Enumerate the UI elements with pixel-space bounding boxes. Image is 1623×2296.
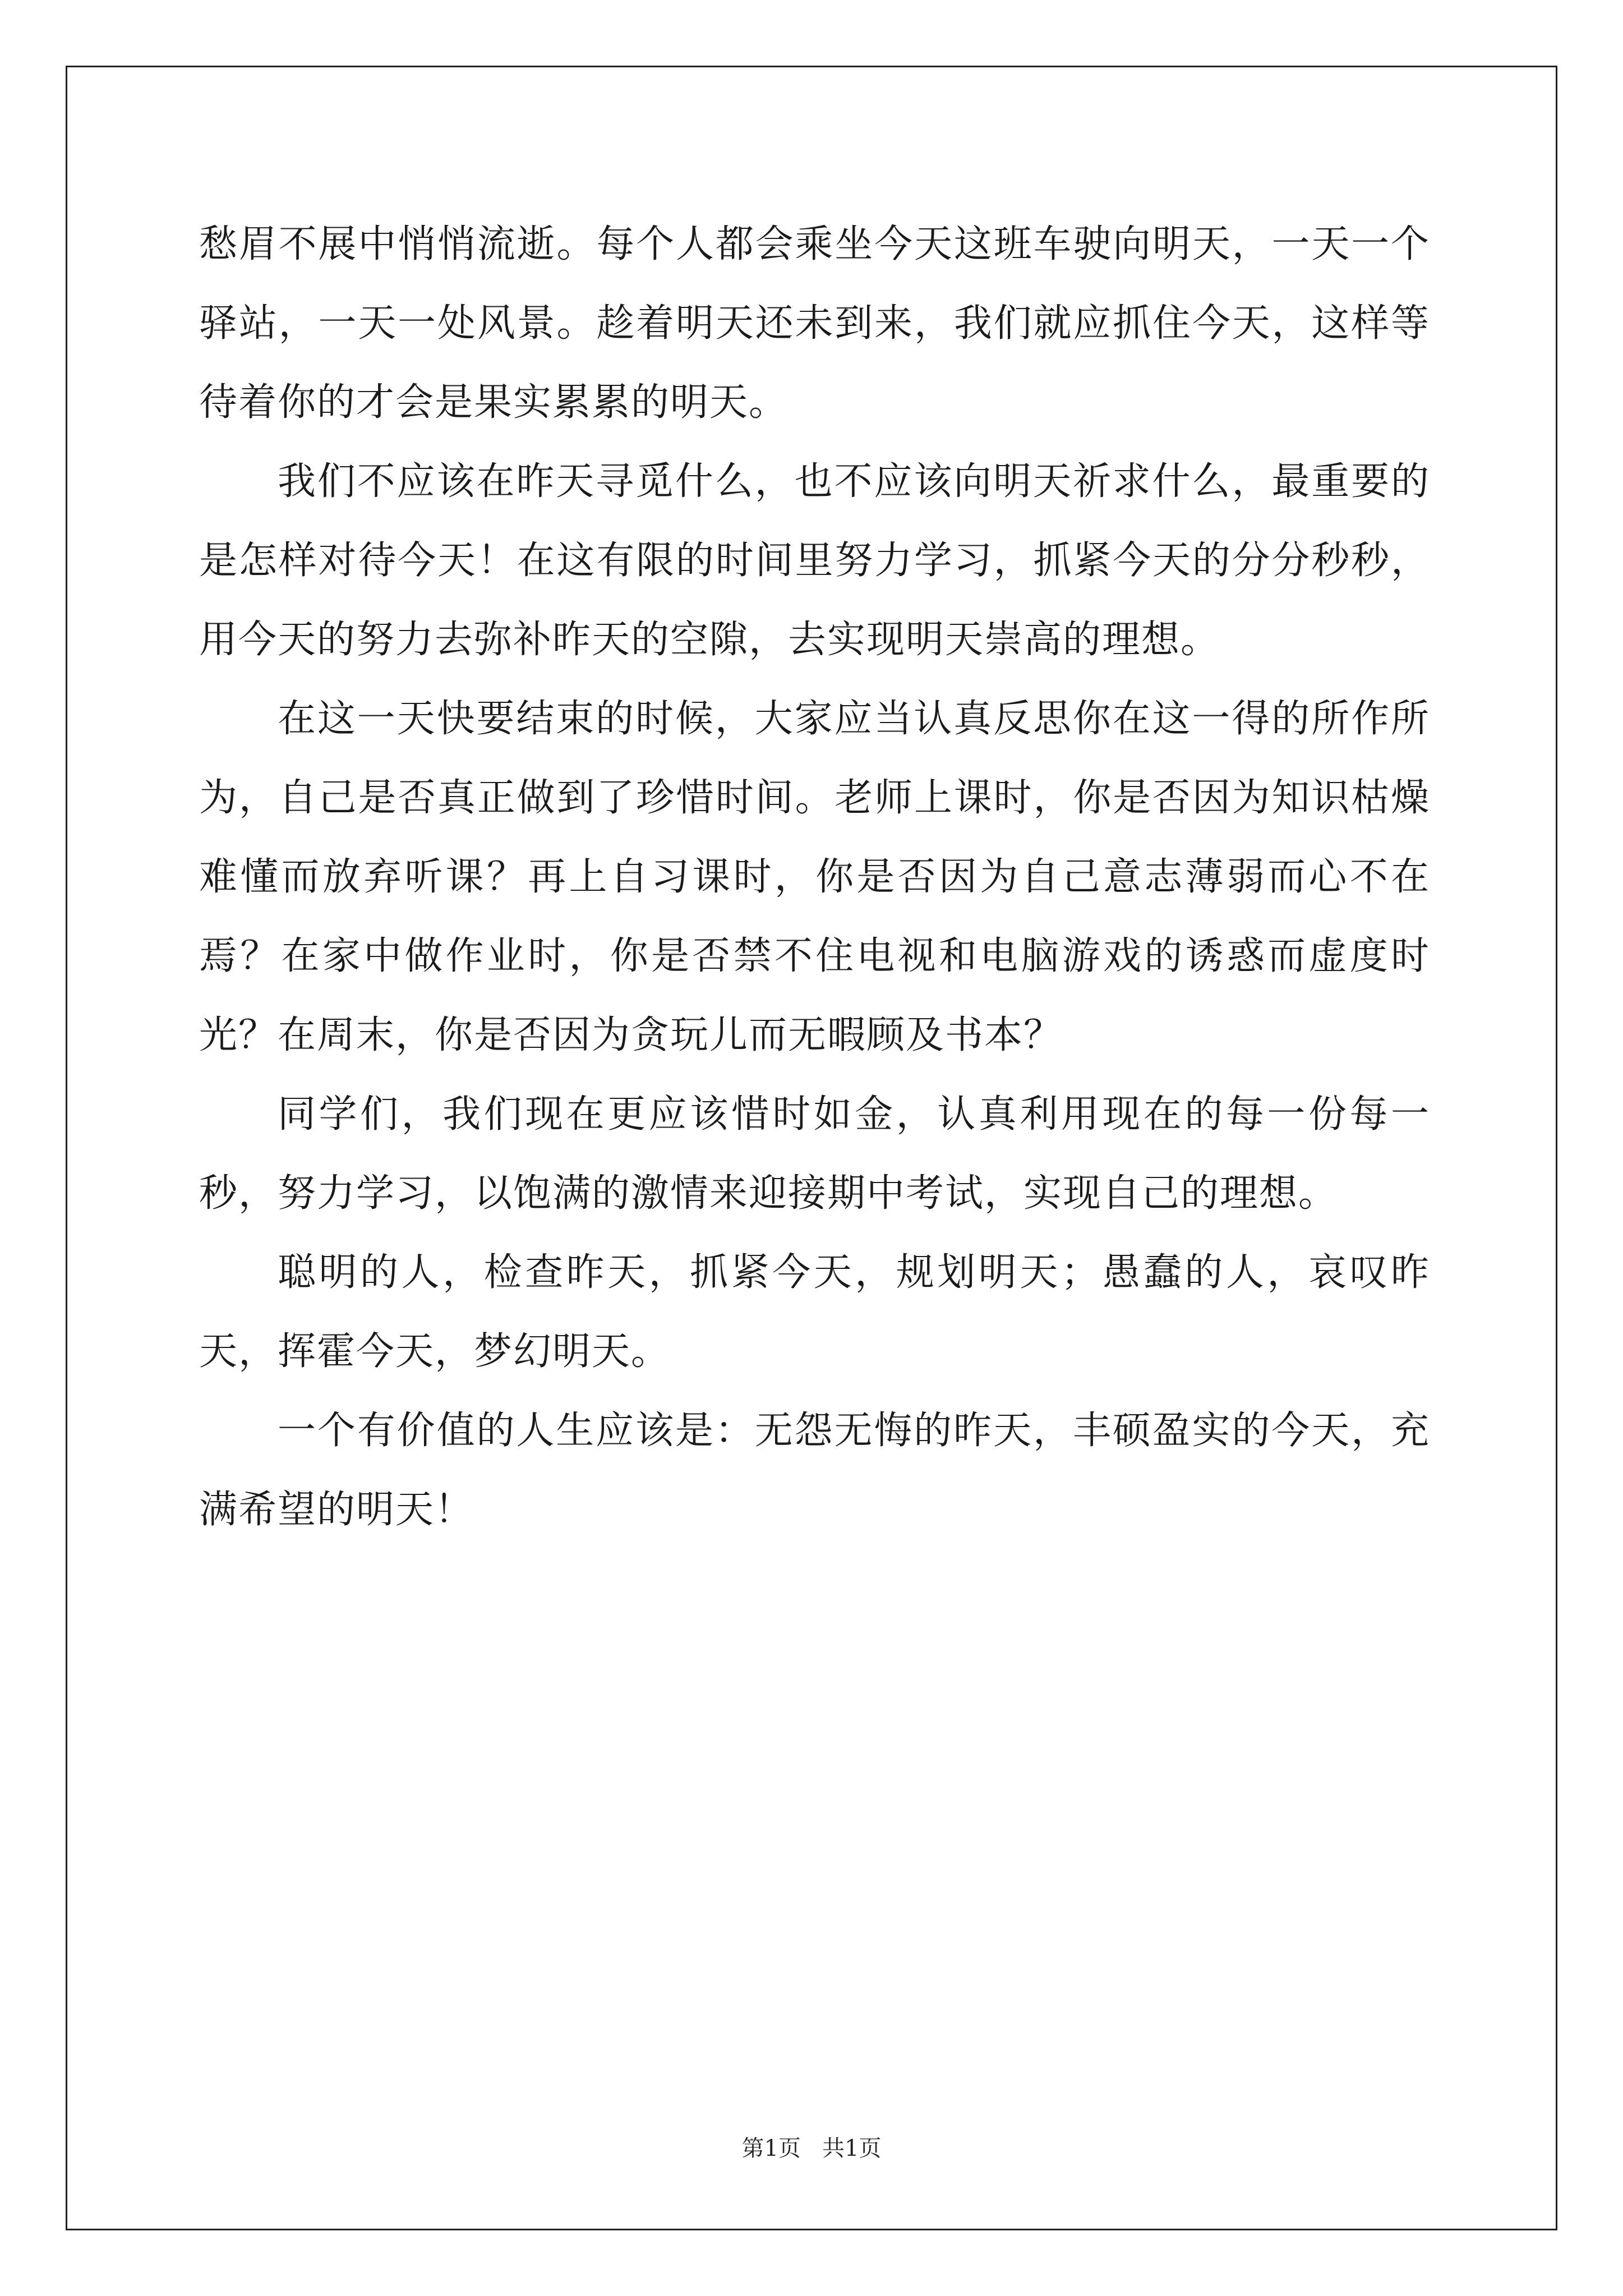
paragraph-4: 同学们，我们现在更应该惜时如金，认真利用现在的每一份每一秒，努力学习，以饱满的激情来迎接期中考试，实现自己的理想。 bbox=[199, 1092, 1430, 1216]
paragraph-3: 在这一天快要结束的时候，大家应当认真反思你在这一得的所作所为，自己是否真正做到了珍惜时间。老师上课时，你是否因为知识枯燥难懂而放弃听课？再上自习课时，你是否因为自己意志薄弱而心不在焉？在家中做作业时，你是否禁不住电视和电脑游戏的诱惑而虚度时光？在周末，你是否因为贪玩儿而无暇顾及书本？ bbox=[199, 697, 1430, 1057]
document-body bbox=[199, 205, 1430, 1549]
paragraph-1: 愁眉不展中悄悄流逝。每个人都会乘坐今天这班车驶向明天，一天一个驿站，一天一处风景。趁着明天还未到来，我们就应抓住今天，这样等待着你的才会是果实累累的明天。 bbox=[199, 222, 1430, 425]
page-footer bbox=[0, 2132, 1623, 2165]
page-number-label: 第1页 共1页 bbox=[741, 2136, 882, 2161]
paragraph-6: 一个有价值的人生应该是：无怨无悔的昨天，丰硕盈实的今天，充满希望的明天！ bbox=[199, 1409, 1430, 1532]
paragraph-2: 我们不应该在昨天寻觅什么，也不应该向明天祈求什么，最重要的是怎样对待今天！在这有限的时间里努力学习，抓紧今天的分分秒秒，用今天的努力去弥补昨天的空隙，去实现明天崇高的理想。 bbox=[199, 459, 1430, 662]
paragraph-5: 聪明的人，检查昨天，抓紧今天，规划明天；愚蠢的人，哀叹昨天，挥霍今天，梦幻明天。 bbox=[199, 1250, 1430, 1374]
